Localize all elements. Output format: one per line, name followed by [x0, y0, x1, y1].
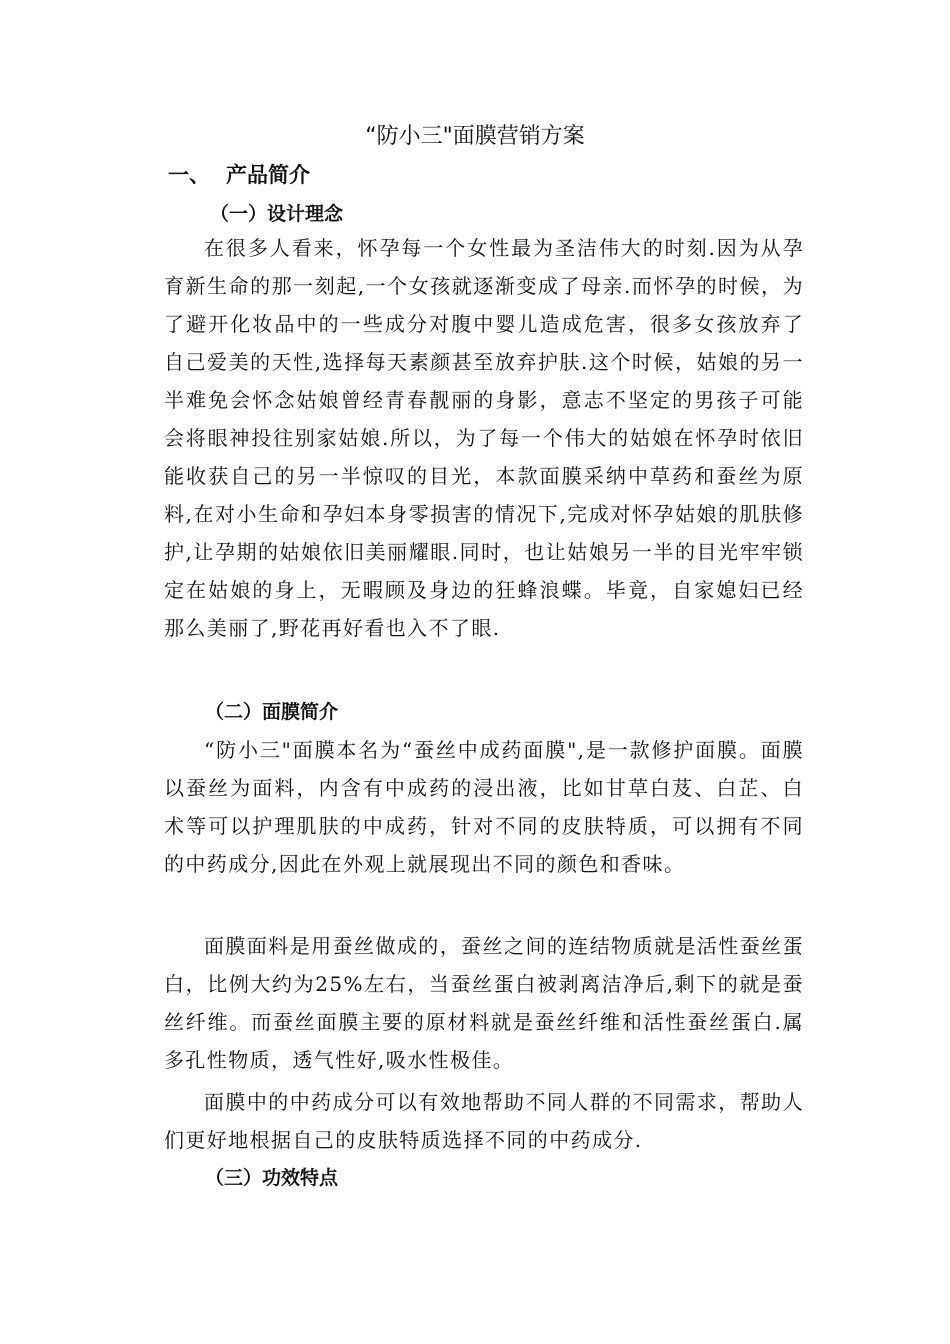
document-title: “防小三"面膜营销方案	[365, 124, 585, 149]
paragraph-design-concept: 在很多人看来，怀孕每一个女性最为圣洁伟大的时刻.因为从孕育新生命的那一刻起,一个女孩就逐渐变成了母亲.而怀孕的时候，为了避开化妆品中的一些成分对腹中婴儿造成危害，很多女孩放弃了自己爱美的天性,选择每天素颜甚至放弃护肤.这个时候，姑娘的另一半难免会怀念姑娘曾经青春靓丽的身影，意志不坚定的男孩子可能会将眼神投往别家姑娘.所以，为了每一个伟大的姑娘在怀孕时依旧能收获自己的另一半惊叹的目光，本款面膜采纳中草药和蚕丝为原料,在对小生命和孕妇本身零损害的情况下,完成对怀孕姑娘的肌肤修护,让孕期的姑娘依旧美丽耀眼.同时，也让姑娘另一半的目光牢牢锁定在姑娘的身上，无暇顾及身边的狂蜂浪蝶。毕竟，自家媳妇已经那么美丽了,野花再好看也入不了眼.	[164, 236, 804, 640]
paragraph-mask-intro-1: “防小三"面膜本名为“蚕丝中成药面膜",是一款修护面膜。面膜以蚕丝为面料，内含有中成药的浸出液，比如甘草白芨、白芷、白术等可以护理肌肤的中成药，针对不同的皮肤特质，可以拥有不同的中药成分,因此在外观上就展现出不同的颜色和香味。	[164, 738, 804, 876]
subheading-efficacy: （三）功效特点	[205, 1167, 339, 1189]
section-heading-text: 产品简介	[226, 163, 310, 187]
section-number: 一、	[168, 163, 210, 187]
subheading-mask-intro: （二）面膜简介	[205, 701, 339, 723]
paragraph-mask-intro-3: 面膜中的中药成分可以有效地帮助不同人群的不同需求，帮助人们更好地根据自己的皮肤特质选择不同的中药成分.	[164, 1090, 804, 1152]
section-heading-product-intro	[168, 159, 310, 191]
subheading-design-concept: （一）设计理念	[210, 203, 344, 225]
paragraph-mask-intro-2: 面膜面料是用蚕丝做成的，蚕丝之间的连结物质就是活性蚕丝蛋白，比例大约为25%左右，当蚕丝蛋白被剥离洁净后,剩下的就是蚕丝纤维。而蚕丝面膜主要的原材料就是蚕丝纤维和活性蚕丝蛋白.属多孔性物质，透气性好,吸水性极佳。	[164, 934, 804, 1072]
